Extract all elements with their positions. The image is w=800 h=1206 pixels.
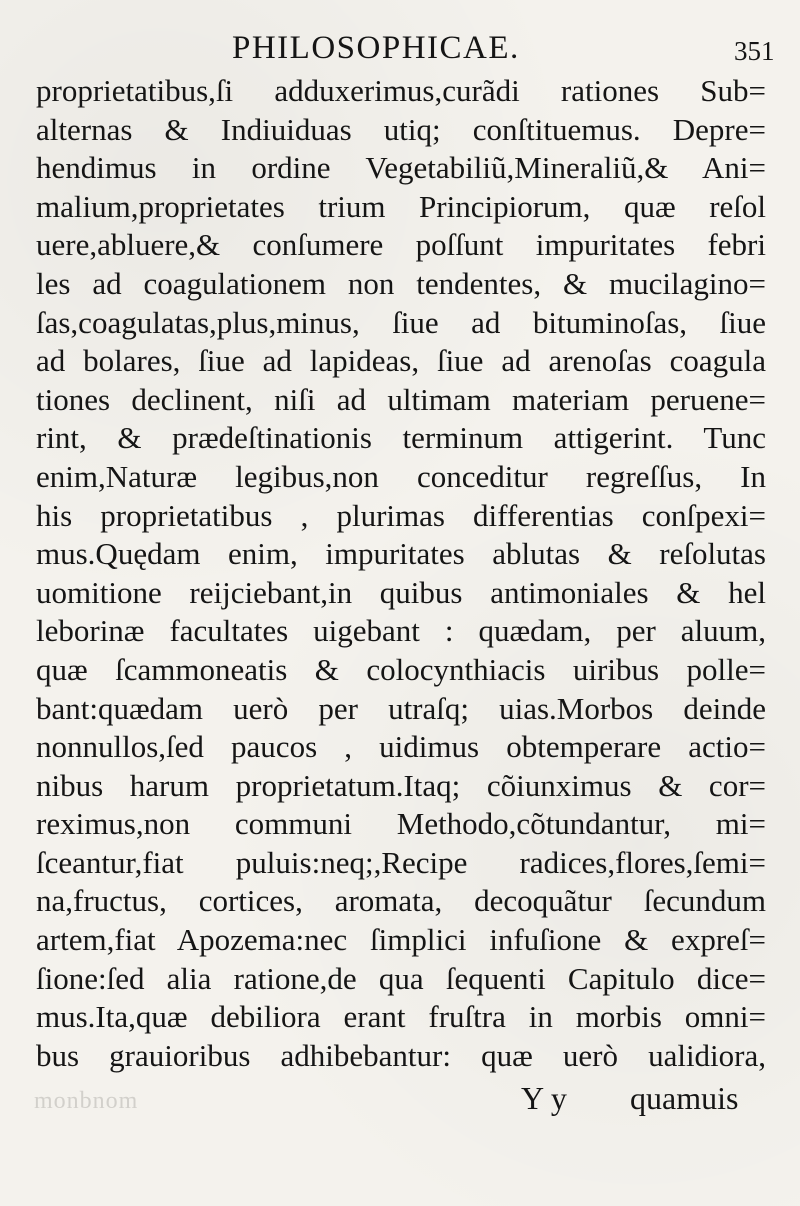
text-line-20: reximus,non communi Methodo,cõtundantur, mi=	[36, 806, 766, 842]
text-line-1: proprietatibus,ſi adduxerimus,curãdi rationes Sub=	[36, 73, 766, 108]
text-line-19: nibus harum proprietatum.Itaq; cõiunximus & cor=	[36, 767, 766, 803]
text-line-5: uere,abluere,& conſumere poſſunt impuritates febri	[36, 227, 766, 263]
text-line-2: alternas & Indiuiduas utiq; conſtituemus. Depre=	[36, 111, 766, 147]
body-text	[36, 72, 766, 1075]
text-line-15: leborinæ facultates uigebant : quædam, per aluum,	[36, 613, 766, 649]
text-line-6: les ad coagulationem non tendentes, & mucilagino=	[36, 265, 766, 301]
text-line-11: enim,Naturæ legibus,non conceditur regreſſus, In	[36, 458, 766, 494]
text-line-22: na,fructus, cortices, aromata, decoquãtur ſecundum	[36, 883, 766, 919]
text-line-4: malium,proprietates trium Principiorum, quæ reſol	[36, 188, 766, 224]
text-line-16: quæ ſcammoneatis & colocynthiacis uiribus polle=	[36, 651, 766, 687]
text-line-23: artem,fiat Apozema:nec ſimplici infuſione & expreſ=	[36, 922, 766, 958]
text-line-9: tiones declinent, niſi ad ultimam materiam peruene=	[36, 381, 766, 417]
text-line-17: bant:quædam uerò per utraſq; uias.Morbos deinde	[36, 690, 766, 726]
text-line-26: bus grauioribus adhibebantur: quæ uerò ualidiora,	[36, 1037, 766, 1073]
text-line-25: mus.Ita,quæ debiliora erant fruſtra in morbis omni=	[36, 999, 766, 1035]
signature-mark: Y y	[521, 1080, 567, 1116]
page-number: 351	[734, 36, 775, 66]
text-line-10: rint, & prædeſtinationis terminum attigerint. Tunc	[36, 420, 766, 456]
text-line-24: ſione:ſed alia ratione,de qua ſequenti Capitulo dice=	[36, 960, 766, 996]
text-line-21: ſceantur,fiat puluis:neq;,Recipe radices,flores,ſemi=	[36, 844, 766, 880]
text-line-7: ſas,coagulatas,plus,minus, ſiue ad bituminoſas, ſiue	[36, 304, 766, 340]
text-line-14: uomitione reijciebant,in quibus antimoniales & hel	[36, 574, 766, 610]
running-head	[0, 26, 800, 70]
text-line-3: hendimus in ordine Vegetabiliũ,Mineraliũ,& Ani=	[36, 150, 766, 186]
text-line-12: his proprietatibus , plurimas differentias conſpexi=	[36, 497, 766, 533]
show-through-text: monbnom	[34, 1088, 139, 1114]
text-line-13: mus.Quędam enim, impuritates ablutas & reſolutas	[36, 536, 766, 572]
catchword: quamuis	[630, 1080, 739, 1116]
running-title: PHILOSOPHICAE.	[232, 30, 520, 66]
text-line-8: ad bolares, ſiue ad lapideas, ſiue ad arenoſas coagula	[36, 343, 766, 379]
page-footer	[0, 1078, 800, 1120]
text-line-18: nonnullos,ſed paucos , uidimus obtemperare actio=	[36, 729, 766, 765]
